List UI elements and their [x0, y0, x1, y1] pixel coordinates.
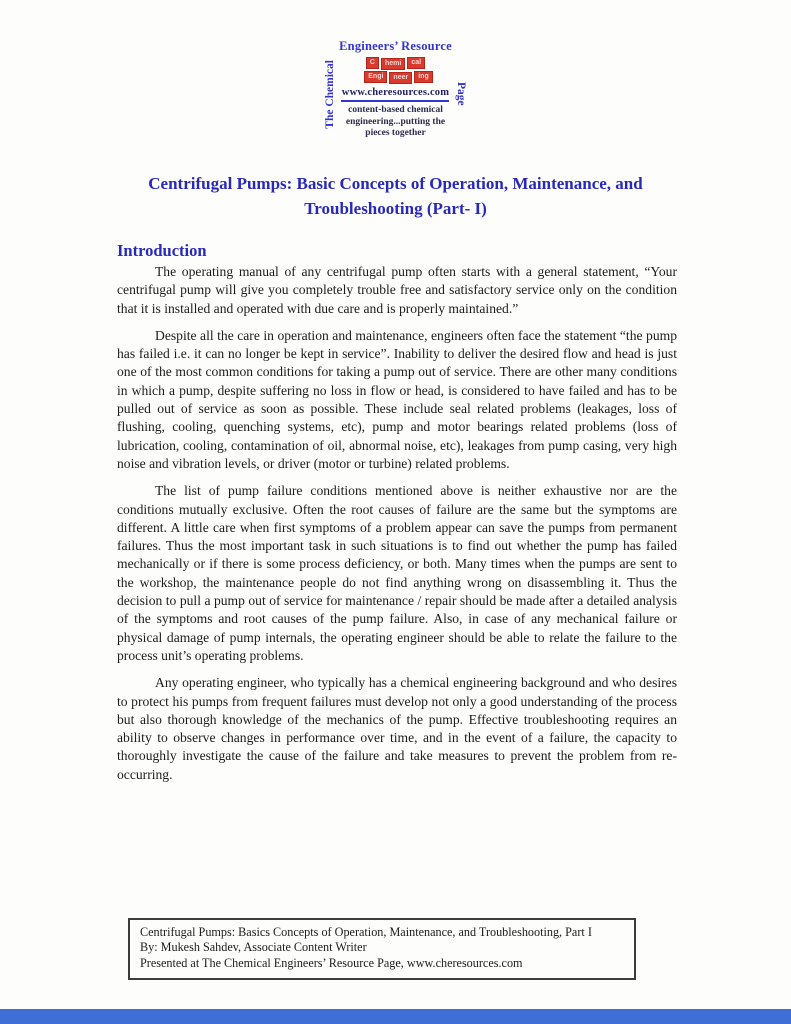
tile-row-engineering: [364, 71, 432, 83]
tile: hemi: [381, 58, 405, 70]
document-title-line-2: Troubleshooting (Part- I): [304, 199, 487, 218]
logo-right-vertical-text: [454, 38, 469, 150]
logo-center: [339, 38, 452, 150]
paragraph-4: Any operating engineer, who typically has a chemical engineering background and who desires to protect his pumps from frequent failures must develop not only a good understanding of the process but also thorough knowledge of the mechanics of the pump. Effective troubleshooting requires an ability to observe changes in performance over time, and in the event of a failure, the capacity to thoroughly investigate the cause of the failure and take measures to prevent the problem from re-occurring.: [117, 675, 677, 782]
cheresources-logo: [323, 38, 469, 150]
citation-title-line: Centrifugal Pumps: Basics Concepts of Operation, Maintenance, and Troubleshooting, Part I: [140, 925, 592, 939]
document-title-line-1: Centrifugal Pumps: Basic Concepts of Operation, Maintenance, and: [148, 174, 643, 193]
logo-brand-title: Engineers’ Resource: [339, 39, 452, 53]
tile-row-chemical: [366, 57, 425, 69]
page-bottom-bar: [0, 1009, 791, 1024]
section-heading-introduction: Introduction: [117, 241, 207, 260]
tile: ing: [414, 71, 433, 83]
logo-right-vertical-label: Page: [455, 82, 468, 106]
logo-left-vertical-text: [323, 38, 338, 150]
citation-box: [128, 918, 636, 980]
document-title: [0, 171, 791, 221]
tile: cal: [407, 57, 425, 69]
logo-left-vertical-label: The Chemical: [323, 59, 336, 129]
tile: neer: [389, 72, 412, 84]
paragraph-1: The operating manual of any centrifugal pump often starts with a general statement, “Your centrifugal pump will give you completely trouble free and satisfactory service only on the condition that it is installed and operated with due care and is properly maintained.”: [117, 264, 677, 316]
citation-source-line: Presented at The Chemical Engineers’ Resource Page, www.cheresources.com: [140, 955, 523, 970]
logo-website-url: www.cheresources.com: [341, 87, 450, 98]
tile: C: [366, 57, 379, 69]
chemical-engineering-tiles-icon: [358, 57, 432, 83]
logo-tagline-line: pieces together: [365, 128, 426, 138]
document-body: [117, 241, 677, 793]
logo-tagline-line: engineering...putting the: [345, 116, 446, 127]
paragraph-3: The list of pump failure conditions mentioned above is neither exhaustive nor are the conditions mutually exclusive. Often the root causes of failure are the same but the symptoms are different. A little care when first symptoms of a problem appear can save the pumps from permanent failures. Thus the most important task in such situations is to find out whether the pump has failed mechanically or if there is some process deficiency, or both. Many times when the pumps are sent to the workshop, the maintenance people do not find anything wrong on disassembling it. Thus the decision to pull a pump out of service for maintenance / repair should be made after a detailed analysis of the symptoms and root causes of the pump failure. Also, in case of any mechanical failure or physical damage of pump internals, the operating engineer should be able to relate the failure to the process unit’s operating problems.: [117, 483, 677, 663]
logo-tagline: [346, 105, 445, 140]
tile: Engi: [364, 71, 387, 83]
logo-divider: [341, 100, 449, 102]
logo-tagline-line: content-based chemical: [348, 105, 443, 115]
citation-author-line: By: Mukesh Sahdev, Associate Content Writer: [140, 940, 367, 955]
paragraph-2: Despite all the care in operation and maintenance, engineers often face the statement “the pump has failed i.e. it can no longer be kept in service”. Inability to deliver the desired flow and head is just one of the most common conditions for taking a pump out of service. There are other many conditions in which a pump, despite suffering no loss in flow or head, is considered to have failed and has to be pulled out of service as soon as possible. These include seal related problems (leakages, loss of flushing, cooling, quenching systems, etc), pump and motor bearings related problems (loss of lubrication, cooling, contamination of oil, abnormal noise, etc), leakages from pump casing, very high noise and vibration levels, or driver (motor or turbine) related problems.: [117, 327, 677, 471]
